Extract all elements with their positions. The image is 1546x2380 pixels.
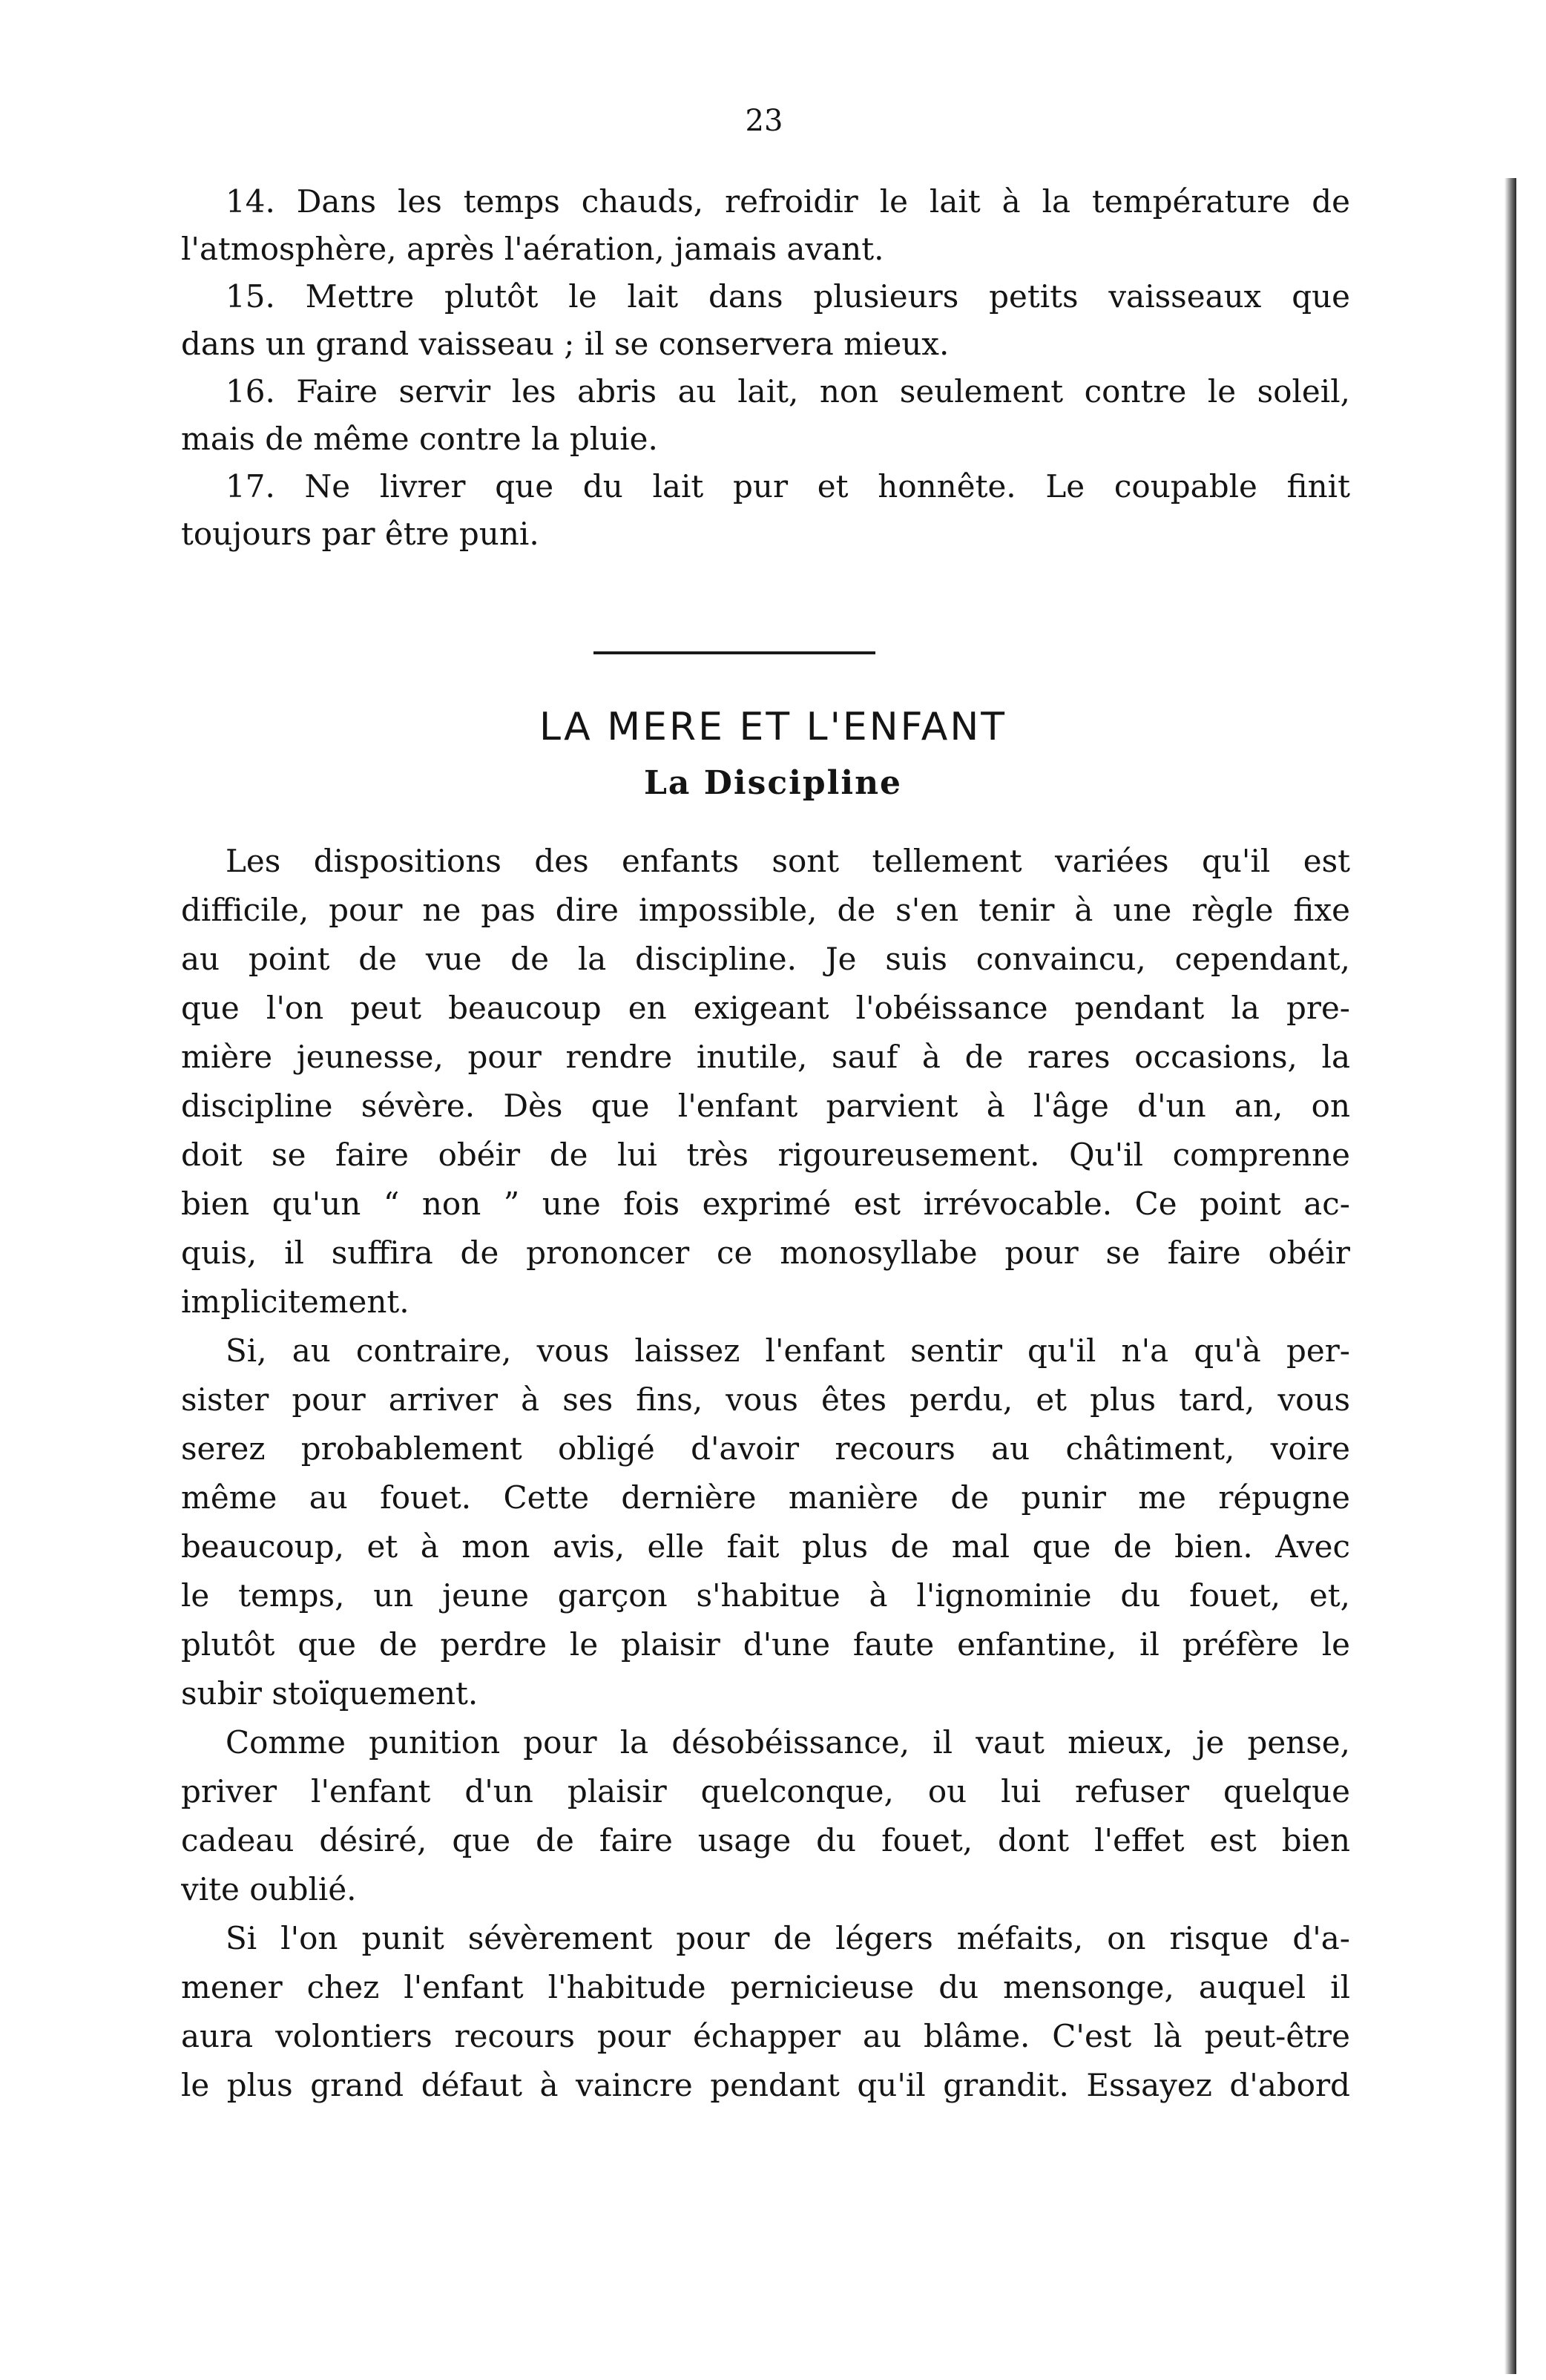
text-line: au point de vue de la discipline. Je suis convaincu, cependant, <box>181 941 1350 977</box>
text-line: 14. Dans les temps chauds, refroidir le lait à la température de <box>226 183 1350 220</box>
paragraph <box>181 837 1350 1327</box>
text-line: l'atmosphère, après l'aération, jamais avant. <box>181 231 884 267</box>
paragraph <box>181 1914 1350 2110</box>
text-line: cadeau désiré, que de faire usage du fouet, dont l'effet est bien <box>181 1822 1350 1858</box>
text-line: 16. Faire servir les abris au lait, non seulement contre le soleil, <box>226 373 1350 410</box>
section-divider <box>593 651 875 654</box>
text-line: vite oublié. <box>181 1871 357 1907</box>
text-line: même au fouet. Cette dernière manière de punir me répugne <box>181 1479 1350 1516</box>
text-line: dans un grand vaisseau ; il se conservera mieux. <box>181 326 950 362</box>
text-line: le plus grand défaut à vaincre pendant qu'il grandit. Essayez d'abord <box>181 2067 1350 2103</box>
section-title: LA MERE ET L'ENFANT <box>539 705 1007 749</box>
text-line: discipline sévère. Dès que l'enfant parvient à l'âge d'un an, on <box>181 1088 1350 1124</box>
text-line: 15. Mettre plutôt le lait dans plusieurs petits vaisseaux que <box>226 278 1350 315</box>
text-line: sister pour arriver à ses fins, vous êtes perdu, et plus tard, vous <box>181 1381 1350 1418</box>
item-16 <box>181 368 1350 463</box>
text-line: plutôt que de perdre le plaisir d'une faute enfantine, il préfère le <box>181 1626 1350 1663</box>
text-line: priver l'enfant d'un plaisir quelconque, ou lui refuser quelque <box>181 1773 1350 1809</box>
numbered-items <box>181 178 1350 558</box>
section-subtitle: La Discipline <box>643 764 903 802</box>
text-line: difficile, pour ne pas dire impossible, de s'en tenir à une règle fixe <box>181 892 1350 928</box>
text-line: aura volontiers recours pour échapper au blâme. C'est là peut-être <box>181 2018 1350 2054</box>
text-line: doit se faire obéir de lui très rigoureusement. Qu'il comprenne <box>181 1137 1350 1173</box>
text-line: Les dispositions des enfants sont tellement variées qu'il est <box>226 843 1350 879</box>
page-number: 23 <box>745 104 783 138</box>
text-line: que l'on peut beaucoup en exigeant l'obéissance pendant la pre- <box>181 990 1350 1026</box>
text-line: toujours par être puni. <box>181 516 539 552</box>
text-line: mener chez l'enfant l'habitude pernicieuse du mensonge, auquel il <box>181 1969 1350 2005</box>
item-17 <box>181 463 1350 558</box>
item-14 <box>181 178 1350 273</box>
text-line: Si l'on punit sévèrement pour de légers méfaits, on risque d'a- <box>226 1920 1350 1956</box>
paragraph <box>181 1718 1350 1914</box>
text-line: implicitement. <box>181 1283 409 1320</box>
text-line: quis, il suffira de prononcer ce monosyllabe pour se faire obéir <box>181 1235 1350 1271</box>
text-line: beaucoup, et à mon avis, elle fait plus de mal que de bien. Avec <box>181 1528 1350 1565</box>
text-line: bien qu'un “ non ” une fois exprimé est irrévocable. Ce point ac- <box>181 1186 1350 1222</box>
text-line: 17. Ne livrer que du lait pur et honnête. Le coupable finit <box>226 468 1350 504</box>
text-line: mais de même contre la pluie. <box>181 421 658 457</box>
text-line: Comme punition pour la désobéissance, il vaut mieux, je pense, <box>226 1724 1350 1761</box>
page-edge-shadow <box>1504 178 1516 2374</box>
text-line: subir stoïquement. <box>181 1675 478 1712</box>
text-line: le temps, un jeune garçon s'habitue à l'ignominie du fouet, et, <box>181 1577 1350 1614</box>
item-15 <box>181 273 1350 368</box>
text-line: Si, au contraire, vous laissez l'enfant sentir qu'il n'a qu'à per- <box>226 1332 1350 1369</box>
paragraph <box>181 1327 1350 1718</box>
body-text <box>181 837 1350 2110</box>
text-line: serez probablement obligé d'avoir recours au châtiment, voire <box>181 1430 1350 1467</box>
text-line: mière jeunesse, pour rendre inutile, sauf à de rares occasions, la <box>181 1039 1350 1075</box>
